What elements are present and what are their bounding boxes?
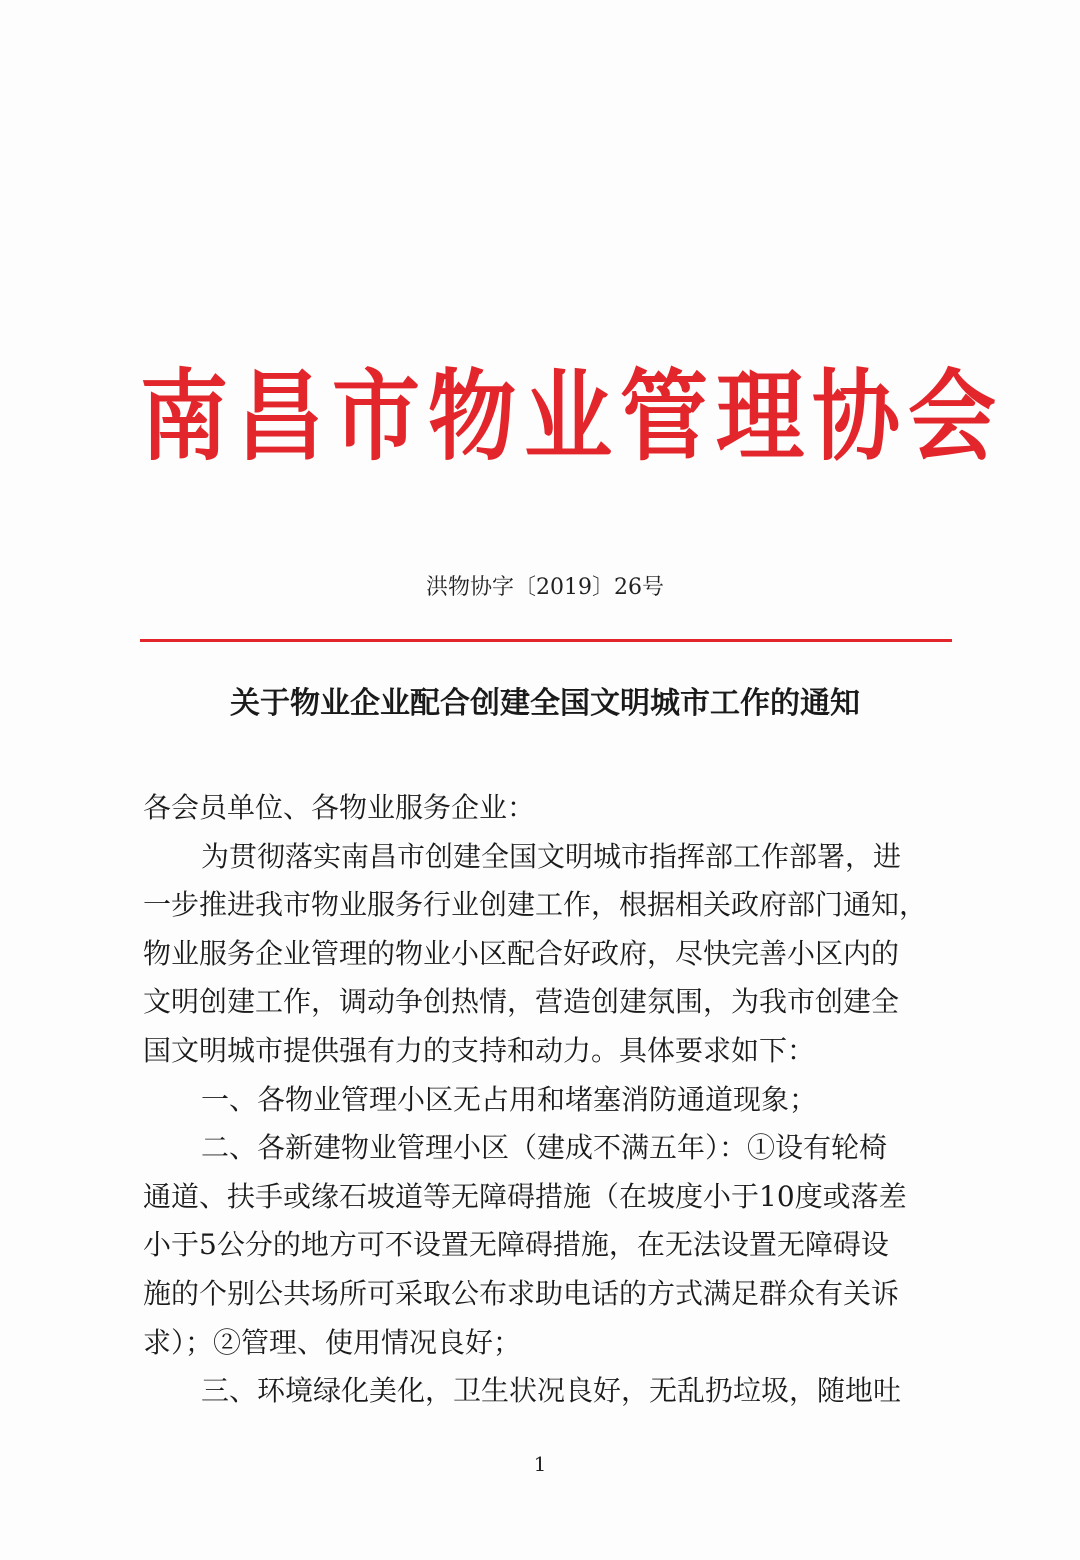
requirement-item-3: 三、环境绿化美化，卫生状况良好，无乱扔垃圾，随地吐 — [201, 1374, 902, 1408]
body-line: 物业服务企业管理的物业小区配合好政府，尽快完善小区内的 — [143, 936, 900, 970]
body-line: 通道、扶手或缘石坡道等无障碍措施（在坡度小于10度或落差 — [143, 1179, 907, 1213]
body-line: 一步推进我市物业服务行业创建工作，根据相关政府部门通知， — [143, 888, 928, 922]
body-line: 为贯彻落实南昌市创建全国文明城市指挥部工作部署，进 — [201, 839, 902, 873]
requirement-item-2: 二、各新建物业管理小区（建成不满五年）：①设有轮椅 — [201, 1131, 888, 1165]
red-divider-line — [140, 639, 952, 642]
page-number: 1 — [533, 1452, 547, 1476]
body-line: 小于5公分的地方可不设置无障碍措施，在无法设置无障碍设 — [143, 1228, 889, 1262]
body-line: 施的个别公共场所可采取公布求助电话的方式满足群众有关诉 — [143, 1276, 900, 1310]
salutation: 各会员单位、各物业服务企业： — [143, 791, 536, 824]
org-title: 南昌市物业管理协会 — [140, 358, 1005, 475]
body-line: 文明创建工作，调动争创热情，营造创建氛围，为我市创建全 — [143, 985, 900, 1019]
body-line: 国文明城市提供强有力的支持和动力。具体要求如下： — [143, 1033, 816, 1067]
notice-body — [143, 784, 943, 1416]
body-line: 求）；②管理、使用情况良好； — [143, 1325, 522, 1359]
document-number: 洪物协字〔2019〕26号 — [426, 575, 664, 600]
requirement-item-1: 一、各物业管理小区无占用和堵塞消防通道现象； — [201, 1082, 818, 1116]
notice-title: 关于物业企业配合创建全国文明城市工作的通知 — [230, 686, 860, 721]
